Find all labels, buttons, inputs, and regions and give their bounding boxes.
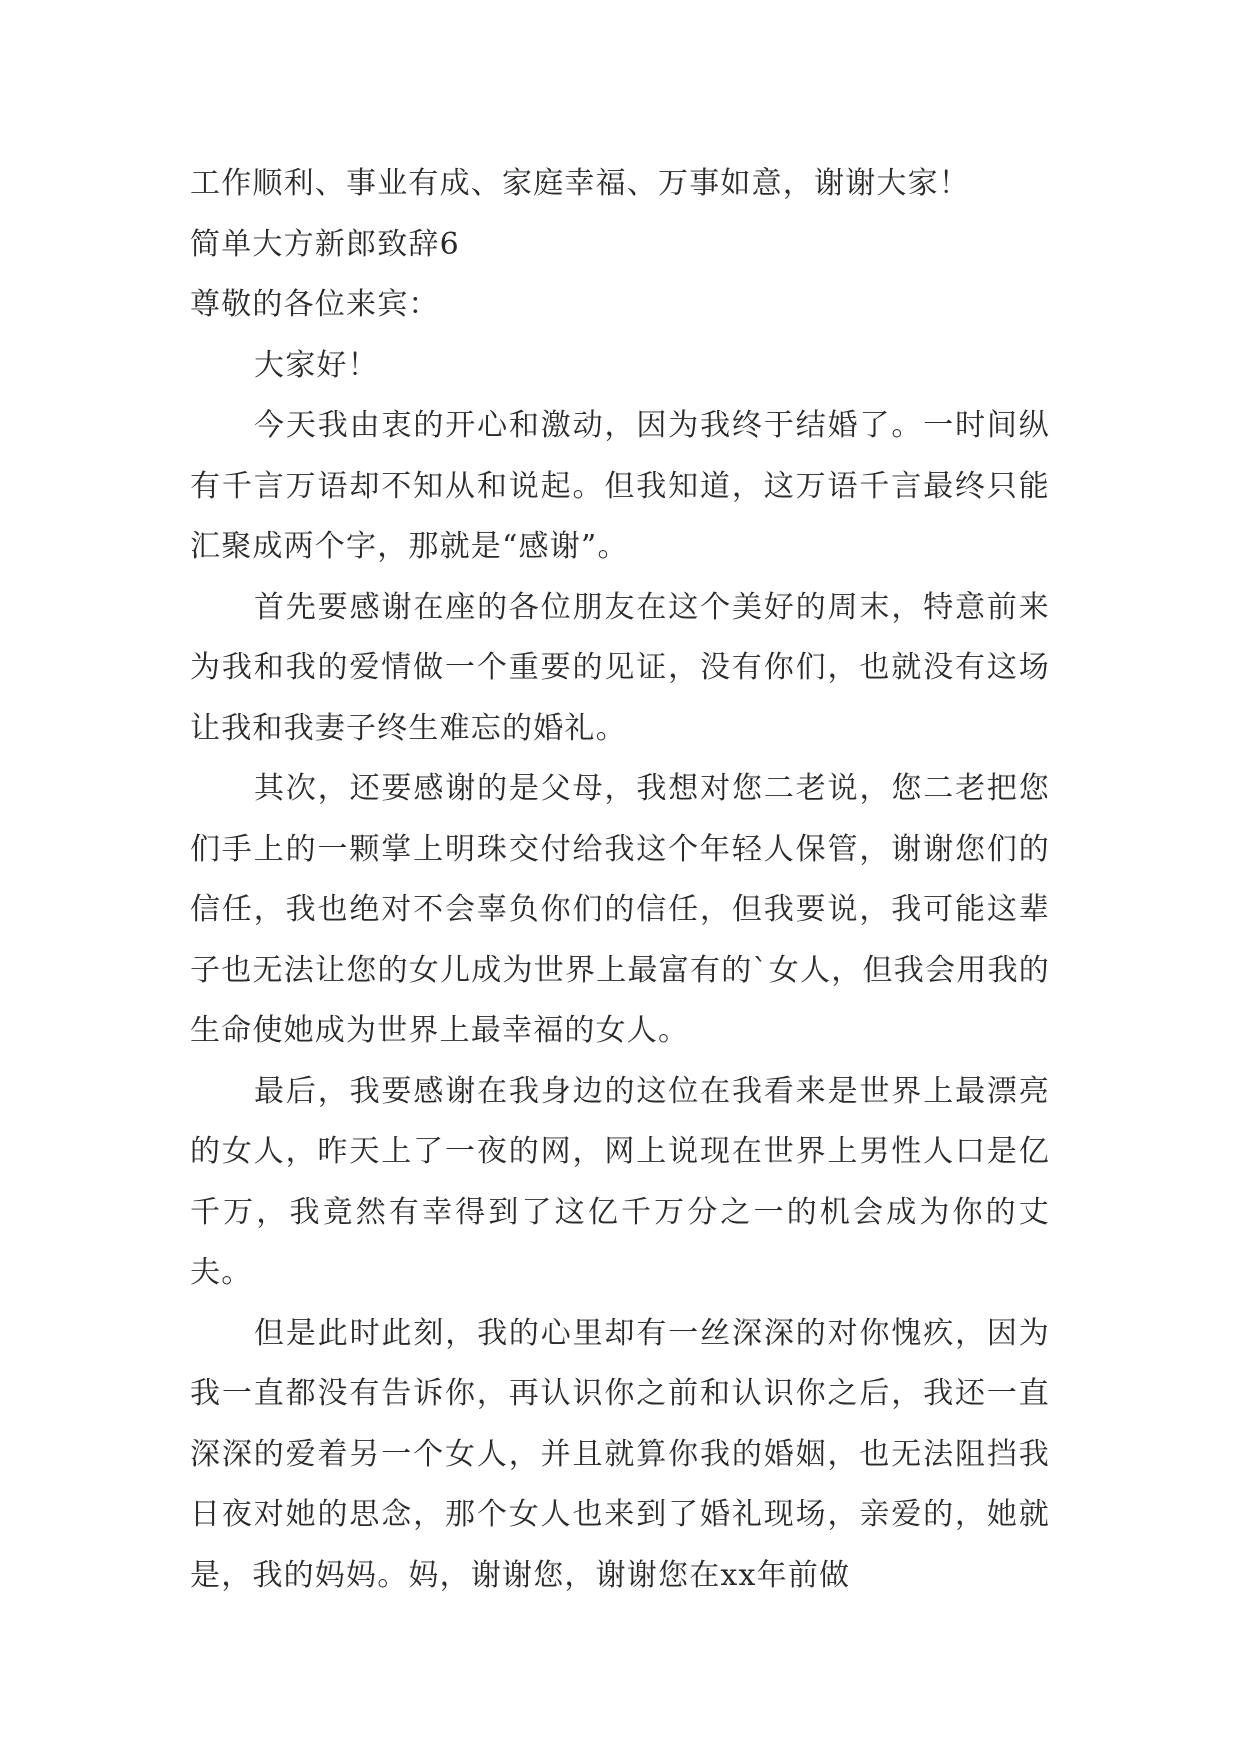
document-body <box>190 154 1050 1606</box>
closing-line: 工作顺利、事业有成、家庭幸福、万事如意，谢谢大家！ <box>190 166 970 201</box>
paragraph-thanks-bride: 最后，我要感谢在我身边的这位在我看来是世界上最漂亮的女人，昨天上了一夜的网，网上说现在世界上男性人口是亿千万，我竟然有幸得到了这亿千万分之一的机会成为你的丈夫。 <box>190 1073 1050 1290</box>
section-title: 简单大方新郎致辞6 <box>190 226 460 262</box>
paragraph-greeting: 大家好！ <box>254 347 379 383</box>
salutation: 尊敬的各位来宾： <box>190 287 440 322</box>
paragraph-thanks-parents: 其次，还要感谢的是父母，我想对您二老说，您二老把您们手上的一颗掌上明珠交付给我这个年轻人保管，谢谢您们的信任，我也绝对不会辜负你们的信任，但我要说，我可能这辈子也无法让您的女儿成为世界上最富有的`女人，但我会用我的生命使她成为世界上最幸福的女人。 <box>190 771 1050 1048</box>
paragraph-mother: 但是此时此刻，我的心里却有一丝深深的对你愧疚，因为我一直都没有告诉你，再认识你之前和认识你之后，我还一直深深的爱着另一个女人，并且就算你我的婚姻，也无法阻挡我日夜对她的思念，那个女人也来到了婚礼现场，亲爱的，她就是，我的妈妈。妈，谢谢您，谢谢您在xx年前做 <box>190 1315 1050 1593</box>
paragraph-gratitude: 今天我由衷的开心和激动，因为我终于结婚了。一时间纵有千言万语却不知从和说起。但我知道，这万语千言最终只能汇聚成两个字，那就是“感谢”。 <box>190 408 1050 564</box>
paragraph-thanks-friends: 首先要感谢在座的各位朋友在这个美好的周末，特意前来为我和我的爱情做一个重要的见证，没有你们，也就没有这场让我和我妻子终生难忘的婚礼。 <box>190 589 1050 746</box>
